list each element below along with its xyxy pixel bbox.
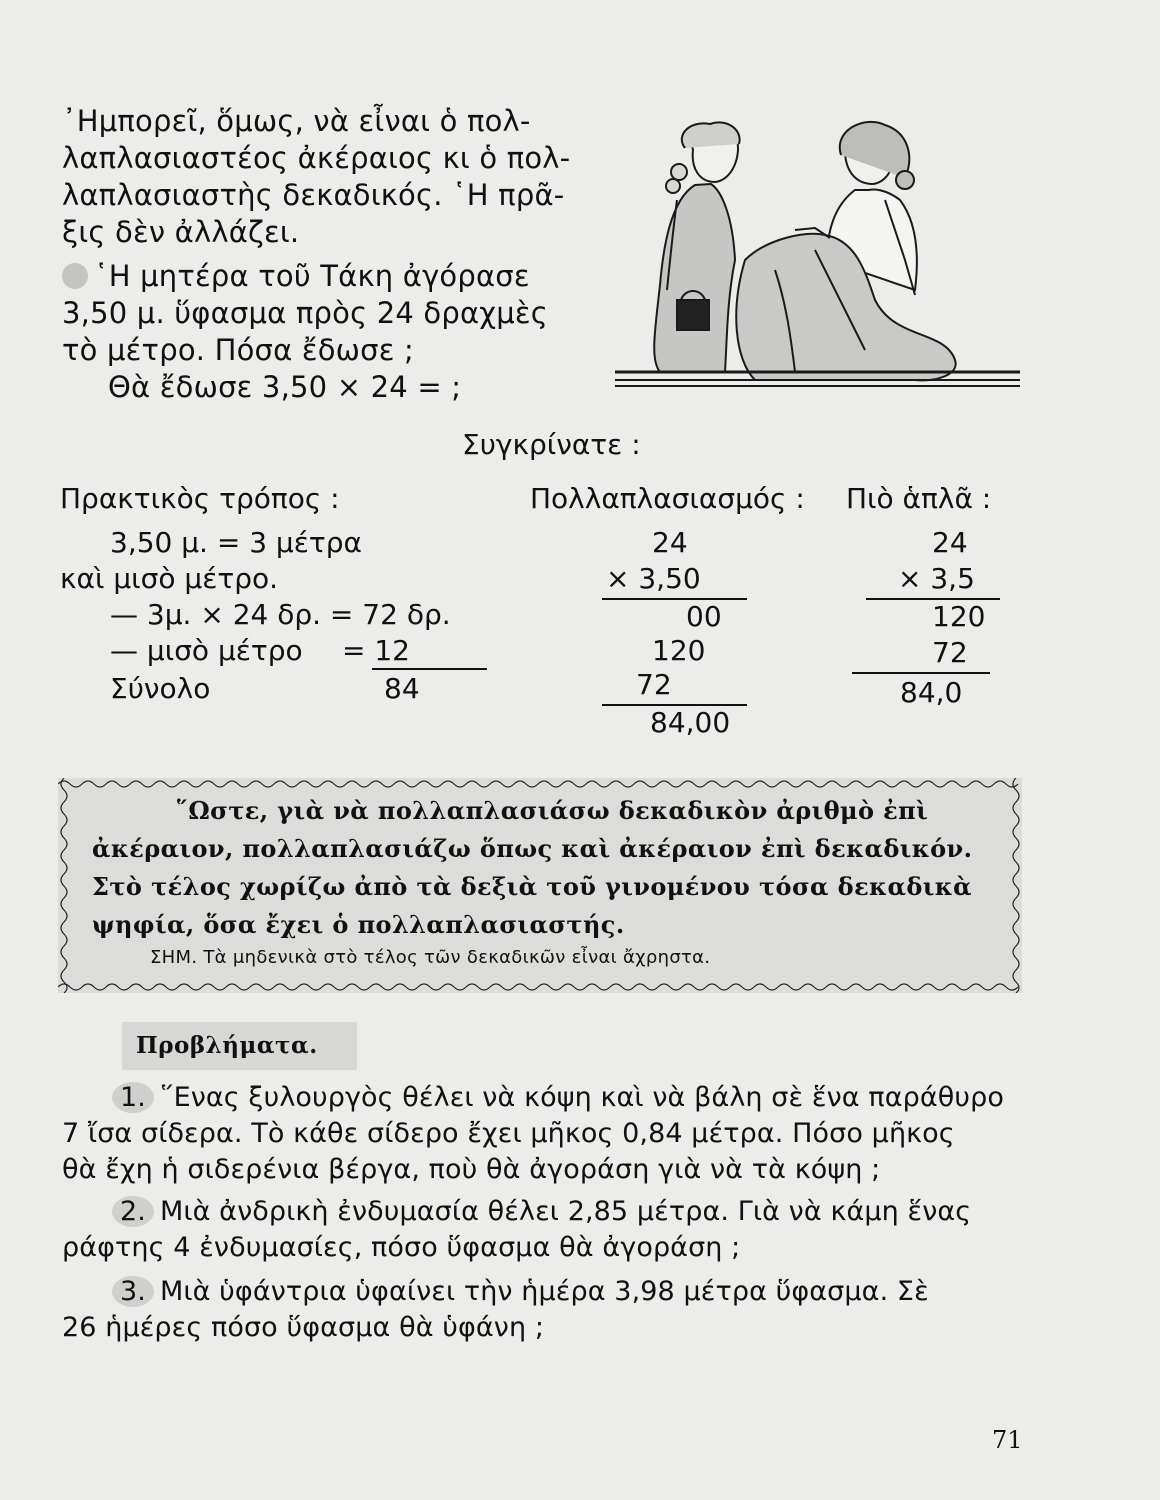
sum-rule <box>372 668 487 670</box>
mult-header: Πολλαπλασιασμός : <box>530 482 805 515</box>
mult-row: 72 <box>636 668 672 701</box>
practical-line: Σύνολο <box>110 672 211 705</box>
problem-2-line-1: 2. Μιὰ ἀνδρικὴ ἐνδυμασία θέλει 2,85 μέτρα. Γιὰ νὰ κάμη ἕνας <box>112 1196 971 1227</box>
simple-row: 24 <box>932 526 968 559</box>
rule-note: ΣΗΜ. Τὰ μηδενικὰ στὸ τέλος τῶν δεκαδικῶν εἶναι ἄχρηστα. <box>150 947 711 968</box>
fabric-shopping-illustration <box>615 110 1020 410</box>
example-equation: Θὰ ἔδωσε 3,50 × 24 = ; <box>108 370 462 404</box>
problem-1-line-1: 1. ῞Ενας ξυλουργὸς θέλει νὰ κόψη καὶ νὰ βάλη σὲ ἕνα παράθυρο <box>112 1082 1004 1113</box>
mult-row: 00 <box>686 600 722 633</box>
problems-heading: Προβλήματα. <box>122 1022 357 1070</box>
practical-line: — μισὸ μέτρο <box>110 634 303 667</box>
example-line-1: ῾Η μητέρα τοῦ Τάκη ἀγόρασε <box>62 259 530 293</box>
intro-line: λαπλασιαστὴς δεκαδικός. ῾Η πρᾶ- <box>62 178 565 212</box>
practical-line: καὶ μισὸ μέτρο. <box>60 562 279 595</box>
problem-number: 3. <box>112 1276 154 1307</box>
example-line: 3,50 μ. ὕφασμα πρὸς 24 δραχμὲς <box>62 296 549 330</box>
simple-row: × 3,5 <box>898 562 975 595</box>
simple-header: Πιὸ ἁπλᾶ : <box>846 482 992 515</box>
problem-number: 2. <box>112 1196 154 1227</box>
mult-rule <box>602 598 747 600</box>
problem-3-line-1: 3. Μιὰ ὑφάντρια ὑφαίνει τὴν ἡμέρα 3,98 μέτρα ὕφασμα. Σὲ <box>112 1276 929 1307</box>
rule-box <box>58 778 1022 993</box>
mult-row: 24 <box>652 526 688 559</box>
mult-row: 120 <box>652 634 706 667</box>
rule-line: Στὸ τέλος χωρίζω ἀπὸ τὰ δεξιὰ τοῦ γινομένου τόσα δεκαδικὰ <box>92 872 972 901</box>
simple-row: 72 <box>932 636 968 669</box>
problem-number: 1. <box>112 1082 154 1113</box>
intro-line: ᾿Ημπορεῖ, ὅμως, νὰ εἶναι ὁ πολ- <box>62 104 531 138</box>
rule-line: ψηφία, ὅσα ἔχει ὁ πολλαπλασιαστής. <box>92 910 625 939</box>
problem-line: ράφτης 4 ἐνδυμασίες, πόσο ὕφασμα θὰ ἀγοράση ; <box>62 1232 741 1263</box>
simple-result: 84,0 <box>900 676 963 709</box>
intro-line: ξις δὲν ἀλλάζει. <box>62 215 300 249</box>
page-number: 71 <box>992 1426 1023 1454</box>
practical-header: Πρακτικὸς τρόπος : <box>60 482 340 515</box>
example-line: τὸ μέτρο. Πόσα ἔδωσε ; <box>62 333 415 367</box>
problem-line: θὰ ἔχη ἡ σιδερένια βέργα, ποὺ θὰ ἀγοράση γιὰ νὰ τὰ κόψη ; <box>62 1154 881 1185</box>
simple-rule <box>852 672 990 674</box>
rule-line: ῞Ωστε, γιὰ νὰ πολλαπλασιάσω δεκαδικὸν ἀριθμὸ ἐπὶ <box>176 796 929 825</box>
problem-line: 26 ἡμέρες πόσο ὕφασμα θὰ ὑφάνη ; <box>62 1312 545 1343</box>
practical-value: = 12 <box>342 634 410 667</box>
problem-line: 7 ἴσα σίδερα. Τὸ κάθε σίδερο ἔχει μῆκος 0,84 μέτρα. Πόσο μῆκος <box>62 1118 955 1149</box>
intro-line: λαπλασιαστέος ἀκέραιος κι ὁ πολ- <box>62 141 571 175</box>
compare-title: Συγκρίνατε : <box>462 428 641 461</box>
simple-row: 120 <box>932 600 986 633</box>
mult-result: 84,00 <box>650 706 731 739</box>
rule-line: ἀκέραιον, πολλαπλασιάζω ὅπως καὶ ἀκέραιον ἐπὶ δεκαδικόν. <box>92 834 973 863</box>
practical-line: — 3μ. × 24 δρ. = 72 δρ. <box>110 598 451 631</box>
practical-total: 84 <box>384 672 420 705</box>
practical-line: 3,50 μ. = 3 μέτρα <box>110 526 362 559</box>
mult-row: × 3,50 <box>606 562 701 595</box>
bullet-dot-icon <box>62 263 88 289</box>
